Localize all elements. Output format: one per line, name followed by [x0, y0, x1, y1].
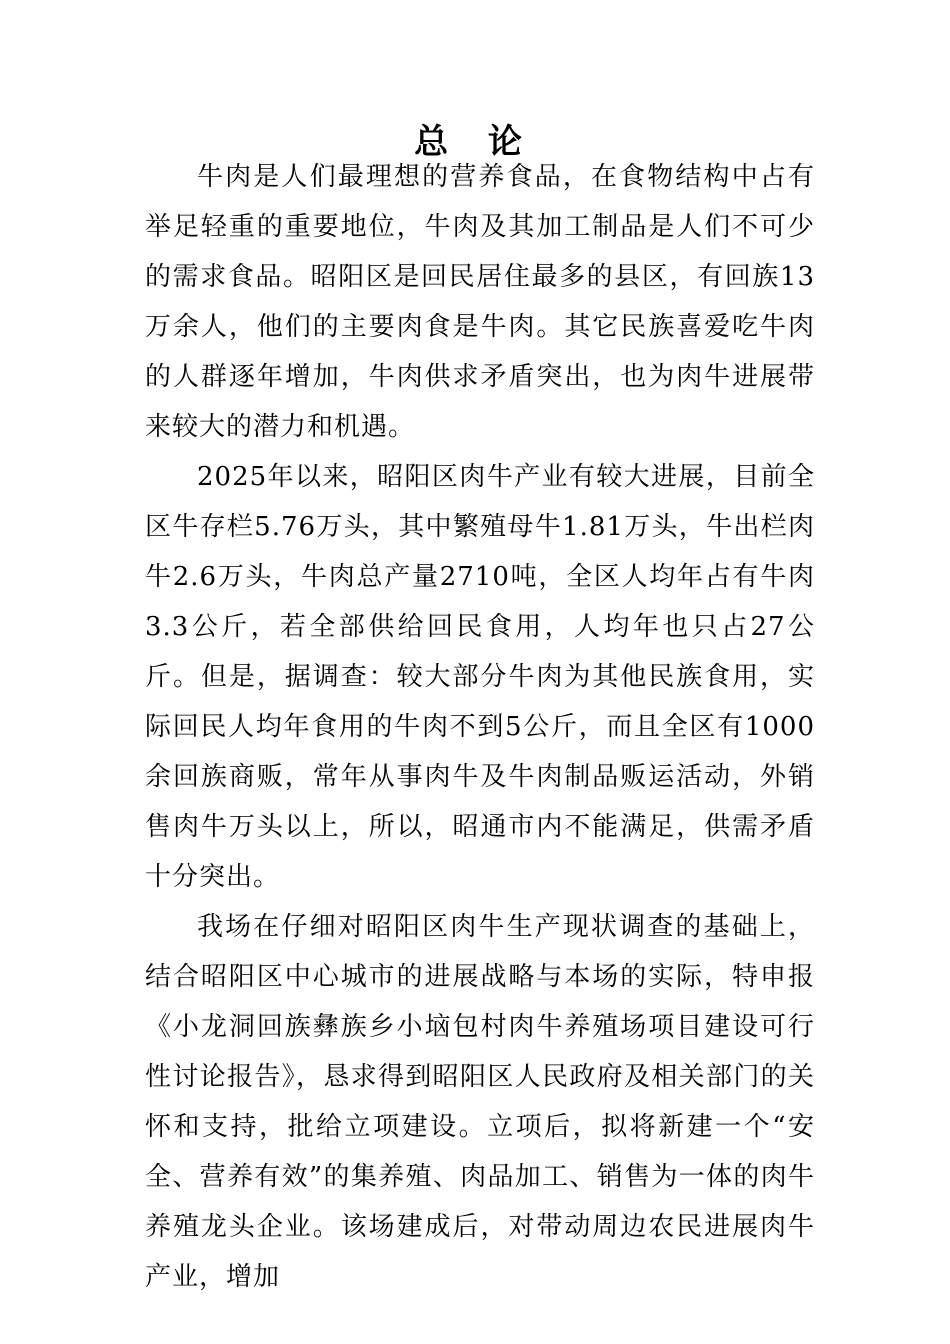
- document-body: [145, 152, 815, 1302]
- paragraph-statistics: 2025年以来，昭阳区肉牛产业有较大进展，目前全区牛存栏5.76万头，其中繁殖母牛1.81万头，牛出栏肉牛2.6万头，牛肉总产量2710吨，全区人均年占有牛肉3.3公斤，若全部供给回民食用，人均年也只占27公斤。但是，据调查：较大部分牛肉为其他民族食用，实际回民人均年食用的牛肉不到5公斤，而且全区有1000余回族商贩，常年从事肉牛及牛肉制品贩运活动，外销售肉牛万头以上，所以，昭通市内不能满足，供需矛盾十分突出。: [145, 462, 815, 892]
- page-title: 总 论: [414, 122, 536, 162]
- paragraph-intro: 牛肉是人们最理想的营养食品，在食物结构中占有举足轻重的重要地位，牛肉及其加工制品是人们不可少的需求食品。昭阳区是回民居住最多的县区，有回族13万余人，他们的主要肉食是牛肉。其它民族喜爱吃牛肉的人群逐年增加，牛肉供求矛盾突出，也为肉牛进展带来较大的潜力和机遇。: [145, 162, 815, 442]
- paragraph-proposal: 我场在仔细对昭阳区肉牛生产现状调查的基础上，结合昭阳区中心城市的进展战略与本场的实际，特申报《小龙洞回族彝族乡小垴包村肉牛养殖场项目建设可行性讨论报告》，恳求得到昭阳区人民政府及相关部门的关怀和支持，批给立项建设。立项后，拟将新建一个“安全、营养有效”的集养殖、肉品加工、销售为一体的肉牛养殖龙头企业。该场建成后，对带动周边农民进展肉牛产业，增加: [145, 912, 815, 1292]
